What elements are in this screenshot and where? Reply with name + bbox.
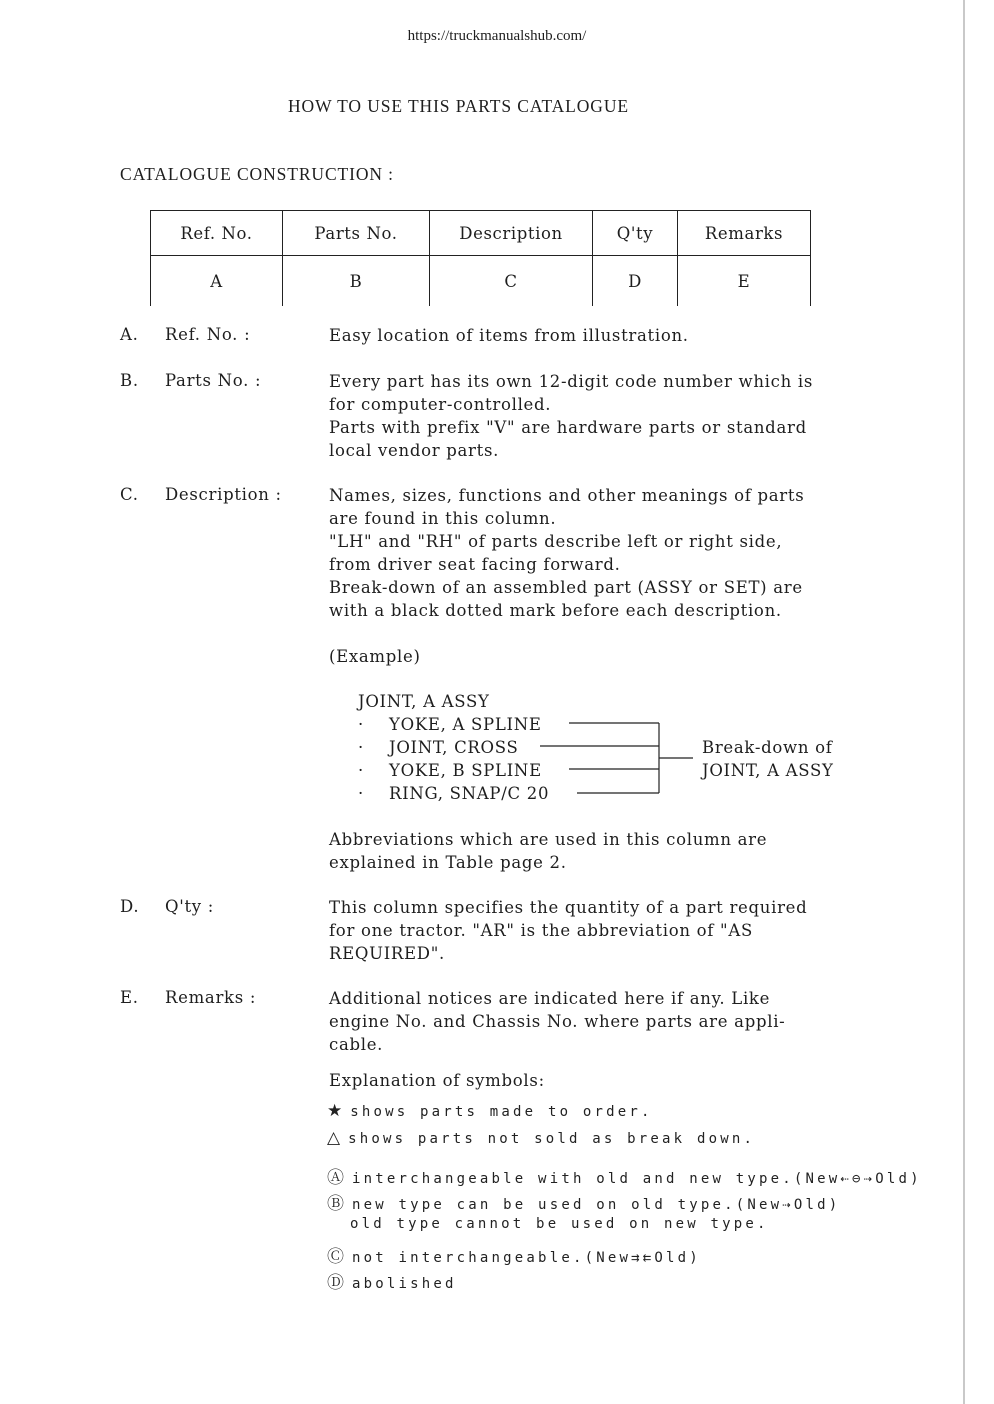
text-line: Break-down of	[702, 738, 833, 757]
example-child: RING, SNAP/C 20	[389, 784, 550, 803]
example-child: YOKE, B SPLINE	[389, 761, 542, 780]
symbol-row	[327, 1189, 840, 1214]
table-cell: E	[678, 256, 811, 307]
symbol-row	[327, 1242, 701, 1267]
text-line: with a black dotted mark before each description.	[329, 601, 782, 620]
table-header-cell: Remarks	[678, 211, 811, 256]
example-bullet: ·	[358, 715, 364, 734]
symbol-row	[327, 1128, 755, 1148]
table-header-cell: Parts No.	[283, 211, 430, 256]
text-line: REQUIRED".	[329, 944, 445, 963]
example-bullet: ·	[358, 784, 364, 803]
symbol-text: shows parts not sold as break down.	[348, 1131, 756, 1147]
page-title: HOW TO USE THIS PARTS CATALOGUE	[288, 96, 629, 116]
example-child: JOINT, CROSS	[389, 738, 519, 757]
item-c-letter: C.	[120, 485, 139, 504]
text-line: for computer-controlled.	[329, 395, 552, 414]
example-child: YOKE, A SPLINE	[389, 715, 542, 734]
table-cell: D	[593, 256, 678, 307]
text-line: from driver seat facing forward.	[329, 555, 621, 574]
text-line: cable.	[329, 1035, 384, 1054]
circled-b-icon: Ⓑ	[327, 1194, 344, 1214]
circled-d-icon: Ⓓ	[327, 1273, 344, 1293]
item-e-label: Remarks :	[165, 988, 257, 1007]
example-note	[702, 736, 834, 782]
triangle-icon: △	[327, 1128, 341, 1148]
table-header-cell: Q'ty	[593, 211, 678, 256]
example-label: (Example)	[329, 647, 421, 666]
item-a-letter: A.	[120, 325, 139, 344]
example-bullet: ·	[358, 761, 364, 780]
item-a-label: Ref. No. :	[165, 325, 251, 344]
item-e-letter: E.	[120, 988, 139, 1007]
section-heading: CATALOGUE CONSTRUCTION :	[120, 164, 394, 184]
symbols-heading: Explanation of symbols:	[329, 1071, 545, 1090]
item-c-after-text	[329, 828, 767, 874]
text-line: Names, sizes, functions and other meanings of parts	[329, 486, 805, 505]
text-line: for one tractor. "AR" is the abbreviation of "AS	[329, 921, 753, 940]
text-line: Every part has its own 12-digit code number which is	[329, 372, 813, 391]
symbol-row	[350, 1216, 769, 1232]
text-line: engine No. and Chassis No. where parts are appli-	[329, 1012, 786, 1031]
example-bullet: ·	[358, 738, 364, 757]
text-line: are found in this column.	[329, 509, 557, 528]
item-b-letter: B.	[120, 371, 139, 390]
text-line: JOINT, A ASSY	[702, 761, 834, 780]
symbol-text: not interchangeable.(New⇉⇇Old)	[352, 1250, 701, 1266]
table-header-cell: Ref. No.	[151, 211, 283, 256]
circled-a-icon: Ⓐ	[327, 1168, 344, 1188]
circled-c-icon: Ⓒ	[327, 1247, 344, 1267]
symbol-text: abolished	[352, 1276, 457, 1292]
text-line: local vendor parts.	[329, 441, 500, 460]
text-line: Abbreviations which are used in this column are	[329, 830, 768, 849]
symbol-row	[327, 1268, 457, 1293]
table-cell: A	[151, 256, 283, 307]
source-url: https://truckmanualshub.com/	[407, 28, 587, 44]
item-d-letter: D.	[120, 897, 140, 916]
text-line: This column specifies the quantity of a part required	[329, 898, 808, 917]
symbol-text: old type cannot be used on new type.	[350, 1216, 769, 1232]
text-line: "LH" and "RH" of parts describe left or right side,	[329, 532, 783, 551]
item-d-text	[329, 896, 807, 965]
symbol-row	[327, 1163, 922, 1188]
text-line: Additional notices are indicated here if any. Like	[329, 989, 771, 1008]
text-line: Break-down of an assembled part (ASSY or SET) are	[329, 578, 803, 597]
example-head: JOINT, A ASSY	[358, 692, 490, 711]
table-cell: B	[283, 256, 430, 307]
item-e-text	[329, 987, 785, 1056]
text-line: Easy location of items from illustration.	[329, 326, 689, 345]
star-icon: ★	[327, 1101, 343, 1121]
symbol-text: interchangeable with old and new type.(New⇠⊖⇢Old)	[352, 1171, 922, 1187]
item-d-label: Q'ty :	[165, 897, 215, 916]
item-c-label: Description :	[165, 485, 282, 504]
item-b-label: Parts No. :	[165, 371, 262, 390]
table-cell: C	[430, 256, 593, 307]
text-line: explained in Table page 2.	[329, 853, 567, 872]
text-line: Parts with prefix "V" are hardware parts or standard	[329, 418, 807, 437]
symbol-text: new type can be used on old type.(New⇢Old)	[352, 1197, 841, 1213]
table-header-cell: Description	[430, 211, 593, 256]
symbol-text: shows parts made to order.	[350, 1104, 653, 1120]
symbol-row	[327, 1101, 653, 1121]
